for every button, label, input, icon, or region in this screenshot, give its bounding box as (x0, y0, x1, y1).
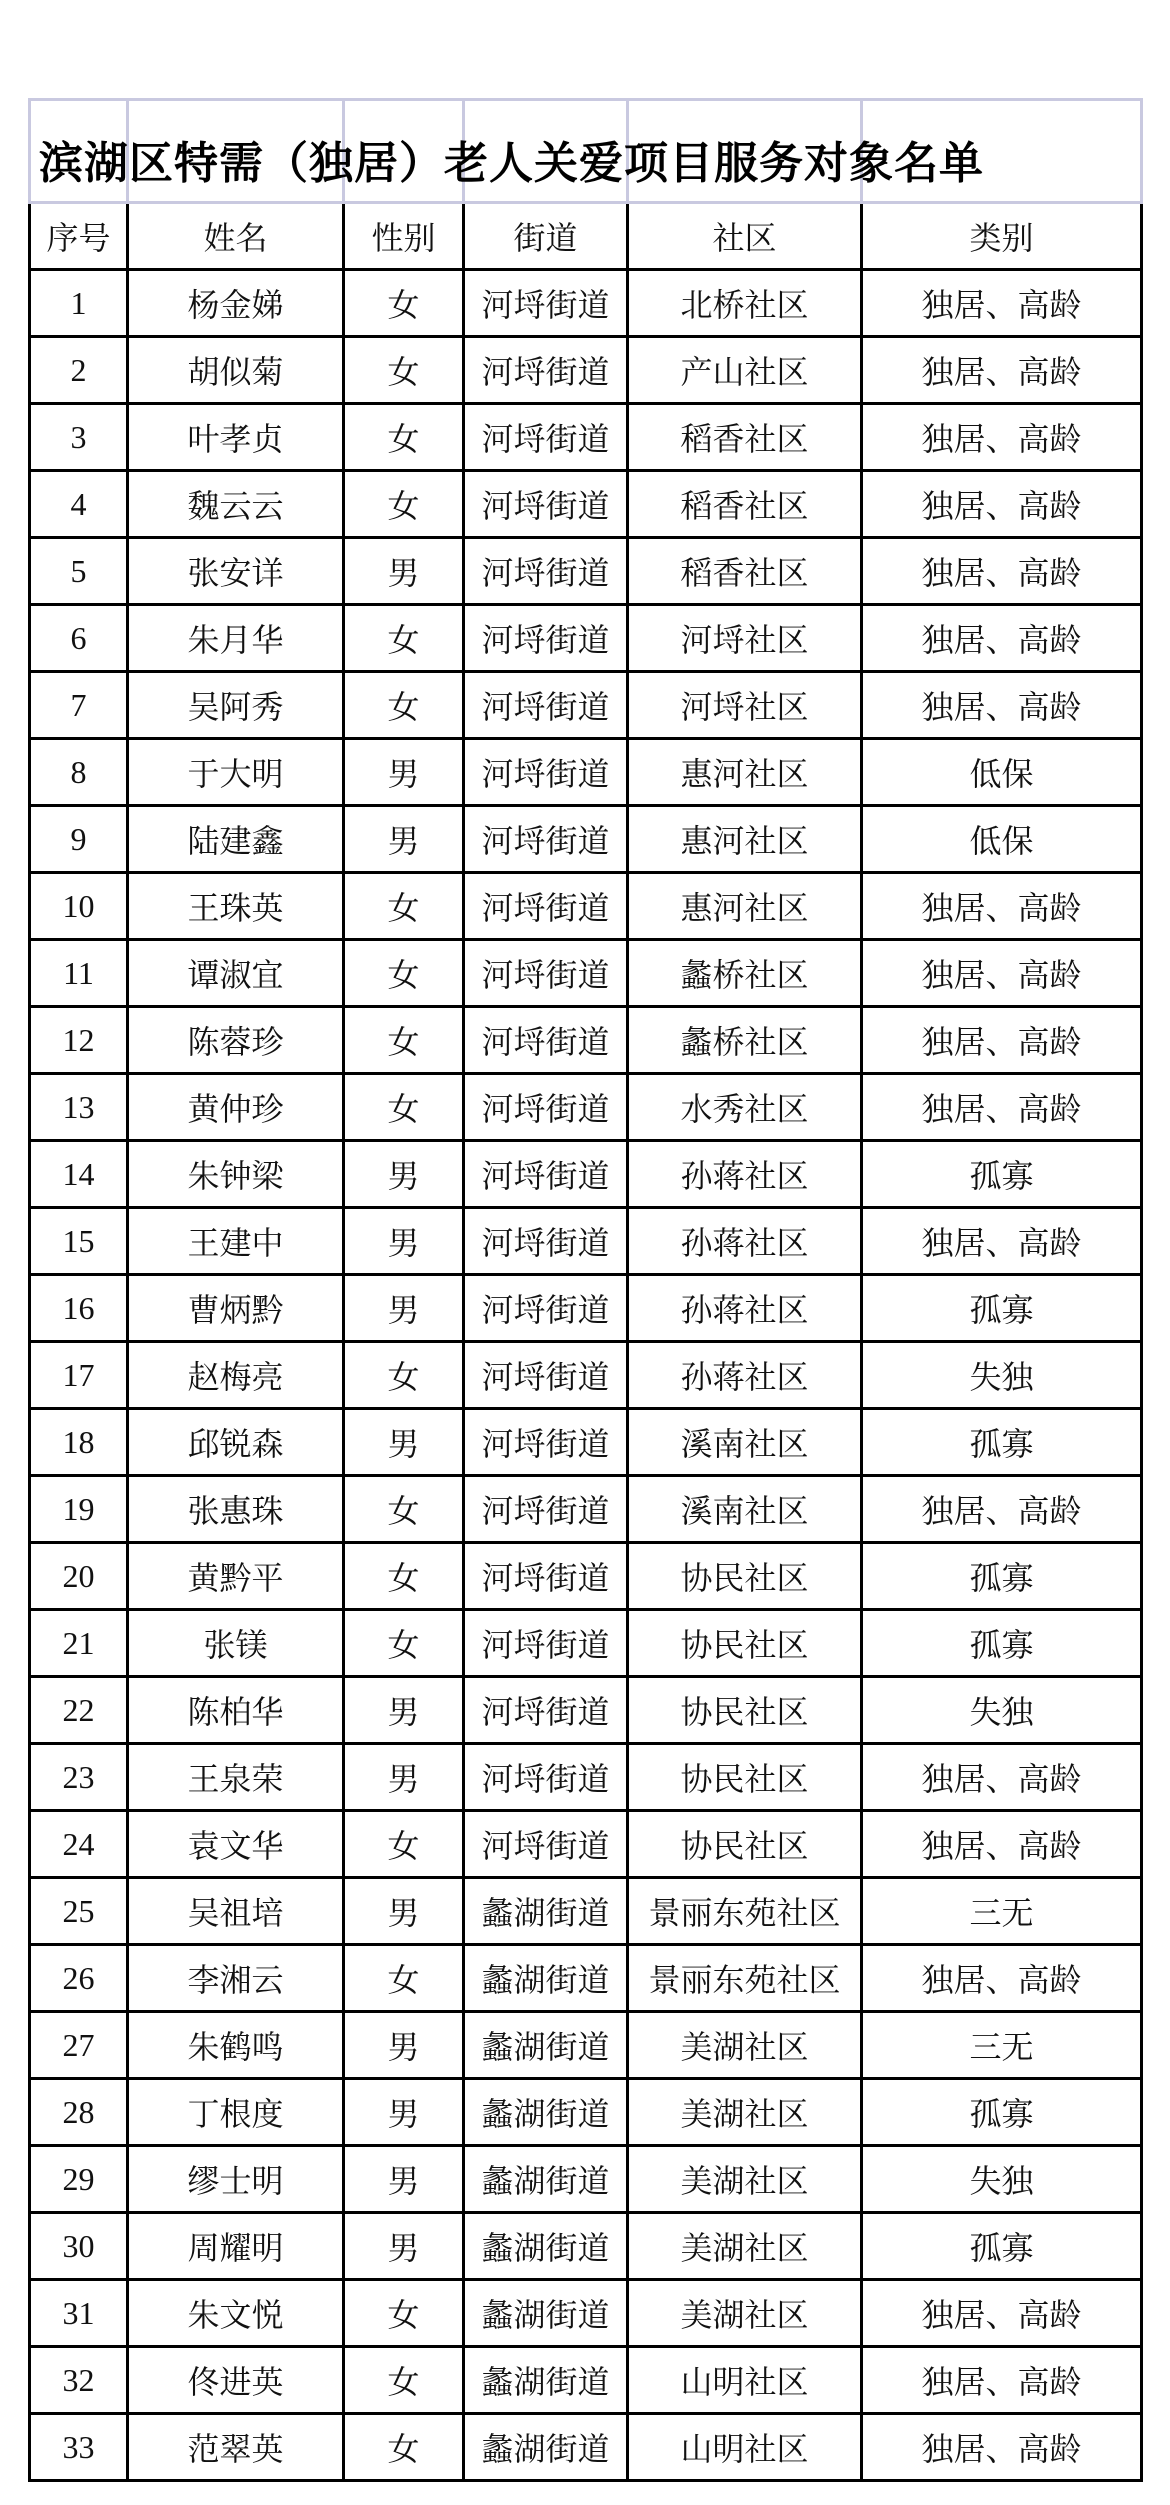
row-index: 2 (30, 337, 128, 404)
row-index: 14 (30, 1141, 128, 1208)
person-name: 黄仲珍 (128, 1074, 344, 1141)
column-header-name: 姓名 (128, 203, 344, 270)
row-index: 18 (30, 1409, 128, 1476)
street: 蠡湖街道 (464, 1878, 628, 1945)
community: 景丽东苑社区 (628, 1945, 862, 2012)
gender: 男 (344, 1744, 464, 1811)
table-row (30, 2414, 1142, 2481)
street: 河埒街道 (464, 605, 628, 672)
community: 稻香社区 (628, 538, 862, 605)
row-index: 3 (30, 404, 128, 471)
table-row (30, 806, 1142, 873)
community: 惠河社区 (628, 806, 862, 873)
table-row (30, 538, 1142, 605)
table-row (30, 1141, 1142, 1208)
street: 河埒街道 (464, 1275, 628, 1342)
category: 独居、高龄 (862, 538, 1142, 605)
gender: 女 (344, 270, 464, 337)
row-index: 29 (30, 2146, 128, 2213)
gender: 男 (344, 1208, 464, 1275)
person-name: 张安详 (128, 538, 344, 605)
person-name: 王建中 (128, 1208, 344, 1275)
category: 独居、高龄 (862, 672, 1142, 739)
person-name: 叶孝贞 (128, 404, 344, 471)
community: 稻香社区 (628, 471, 862, 538)
column-header-community: 社区 (628, 203, 862, 270)
row-index: 7 (30, 672, 128, 739)
category: 失独 (862, 1677, 1142, 1744)
street: 蠡湖街道 (464, 2347, 628, 2414)
title-cell (30, 100, 984, 203)
community: 蠡桥社区 (628, 1007, 862, 1074)
community: 美湖社区 (628, 2079, 862, 2146)
community: 惠河社区 (628, 739, 862, 806)
street: 河埒街道 (464, 1141, 628, 1208)
person-name: 魏云云 (128, 471, 344, 538)
table-row (30, 1945, 1142, 2012)
category: 独居、高龄 (862, 1476, 1142, 1543)
community: 溪南社区 (628, 1409, 862, 1476)
table-row (30, 1811, 1142, 1878)
person-name: 王泉荣 (128, 1744, 344, 1811)
row-index: 4 (30, 471, 128, 538)
table-row (30, 404, 1142, 471)
street: 蠡湖街道 (464, 2414, 628, 2481)
row-index: 10 (30, 873, 128, 940)
table-row (30, 2280, 1142, 2347)
category: 独居、高龄 (862, 2347, 1142, 2414)
street: 河埒街道 (464, 672, 628, 739)
street: 河埒街道 (464, 806, 628, 873)
row-index: 13 (30, 1074, 128, 1141)
row-index: 23 (30, 1744, 128, 1811)
category: 孤寡 (862, 2213, 1142, 2280)
community: 孙蒋社区 (628, 1275, 862, 1342)
row-index: 32 (30, 2347, 128, 2414)
header-row (30, 203, 1142, 270)
street: 河埒街道 (464, 1476, 628, 1543)
person-name: 朱月华 (128, 605, 344, 672)
row-index: 20 (30, 1543, 128, 1610)
community: 产山社区 (628, 337, 862, 404)
gender: 女 (344, 1945, 464, 2012)
street: 河埒街道 (464, 1208, 628, 1275)
community: 协民社区 (628, 1543, 862, 1610)
community: 美湖社区 (628, 2146, 862, 2213)
table-row (30, 1543, 1142, 1610)
table-row (30, 1878, 1142, 1945)
community: 惠河社区 (628, 873, 862, 940)
category: 独居、高龄 (862, 1744, 1142, 1811)
table-row (30, 471, 1142, 538)
street: 河埒街道 (464, 1342, 628, 1409)
row-index: 25 (30, 1878, 128, 1945)
gender: 男 (344, 1878, 464, 1945)
table-row (30, 2012, 1142, 2079)
row-index: 5 (30, 538, 128, 605)
street: 蠡湖街道 (464, 2012, 628, 2079)
gender: 女 (344, 672, 464, 739)
category: 独居、高龄 (862, 2280, 1142, 2347)
street: 河埒街道 (464, 1074, 628, 1141)
row-index: 22 (30, 1677, 128, 1744)
street: 蠡湖街道 (464, 2213, 628, 2280)
person-name: 丁根度 (128, 2079, 344, 2146)
street: 蠡湖街道 (464, 2280, 628, 2347)
row-index: 21 (30, 1610, 128, 1677)
person-name: 杨金娣 (128, 270, 344, 337)
category: 独居、高龄 (862, 404, 1142, 471)
person-name: 于大明 (128, 739, 344, 806)
community: 协民社区 (628, 1811, 862, 1878)
column-header-index: 序号 (30, 203, 128, 270)
person-name: 谭淑宜 (128, 940, 344, 1007)
community: 河埒社区 (628, 672, 862, 739)
category: 失独 (862, 2146, 1142, 2213)
gender: 女 (344, 2347, 464, 2414)
column-header-gender: 性别 (344, 203, 464, 270)
gender: 男 (344, 2079, 464, 2146)
table-row (30, 1275, 1142, 1342)
street: 河埒街道 (464, 1409, 628, 1476)
community: 山明社区 (628, 2347, 862, 2414)
row-index: 12 (30, 1007, 128, 1074)
table-row (30, 1744, 1142, 1811)
category: 独居、高龄 (862, 270, 1142, 337)
table-row (30, 739, 1142, 806)
table-row (30, 1342, 1142, 1409)
gender: 女 (344, 471, 464, 538)
table-row (30, 1208, 1142, 1275)
street: 河埒街道 (464, 270, 628, 337)
category: 孤寡 (862, 2079, 1142, 2146)
table-row (30, 940, 1142, 1007)
table-row (30, 1074, 1142, 1141)
gender: 男 (344, 538, 464, 605)
category: 独居、高龄 (862, 1208, 1142, 1275)
column-header-category: 类别 (862, 203, 1142, 270)
street: 蠡湖街道 (464, 2146, 628, 2213)
category: 独居、高龄 (862, 471, 1142, 538)
person-name: 缪士明 (128, 2146, 344, 2213)
gender: 女 (344, 1342, 464, 1409)
community: 孙蒋社区 (628, 1342, 862, 1409)
person-name: 张惠珠 (128, 1476, 344, 1543)
community: 北桥社区 (628, 270, 862, 337)
community: 美湖社区 (628, 2012, 862, 2079)
gender: 女 (344, 1543, 464, 1610)
community: 协民社区 (628, 1677, 862, 1744)
person-name: 朱钟梁 (128, 1141, 344, 1208)
table-row (30, 2146, 1142, 2213)
person-name: 吴祖培 (128, 1878, 344, 1945)
community: 美湖社区 (628, 2213, 862, 2280)
street: 蠡湖街道 (464, 2079, 628, 2146)
gender: 男 (344, 2012, 464, 2079)
document-title: 滨湖区特需（独居）老人关爱项目服务对象名单 (39, 138, 984, 189)
category: 孤寡 (862, 1141, 1142, 1208)
table-row (30, 2079, 1142, 2146)
table-row (30, 2213, 1142, 2280)
person-name: 黄黔平 (128, 1543, 344, 1610)
person-name: 赵梅亮 (128, 1342, 344, 1409)
roster-sheet (28, 98, 1140, 2482)
gender: 男 (344, 1141, 464, 1208)
community: 溪南社区 (628, 1476, 862, 1543)
person-name: 邱锐森 (128, 1409, 344, 1476)
row-index: 11 (30, 940, 128, 1007)
street: 河埒街道 (464, 538, 628, 605)
gender: 男 (344, 2146, 464, 2213)
community: 美湖社区 (628, 2280, 862, 2347)
table-row (30, 2347, 1142, 2414)
gender: 女 (344, 1007, 464, 1074)
category: 三无 (862, 2012, 1142, 2079)
person-name: 朱文悦 (128, 2280, 344, 2347)
row-index: 9 (30, 806, 128, 873)
gender: 女 (344, 940, 464, 1007)
community: 河埒社区 (628, 605, 862, 672)
category: 独居、高龄 (862, 2414, 1142, 2481)
community: 山明社区 (628, 2414, 862, 2481)
person-name: 张镁 (128, 1610, 344, 1677)
table-row (30, 270, 1142, 337)
category: 孤寡 (862, 1409, 1142, 1476)
row-index: 30 (30, 2213, 128, 2280)
person-name: 周耀明 (128, 2213, 344, 2280)
table-row (30, 1007, 1142, 1074)
street: 河埒街道 (464, 1543, 628, 1610)
row-index: 15 (30, 1208, 128, 1275)
person-name: 李湘云 (128, 1945, 344, 2012)
category: 独居、高龄 (862, 940, 1142, 1007)
roster-table (28, 98, 1143, 2482)
title-row (30, 100, 1142, 203)
person-name: 袁文华 (128, 1811, 344, 1878)
street: 河埒街道 (464, 1610, 628, 1677)
table-row (30, 672, 1142, 739)
gender: 女 (344, 1074, 464, 1141)
street: 河埒街道 (464, 1811, 628, 1878)
category: 低保 (862, 739, 1142, 806)
table-row (30, 1409, 1142, 1476)
community: 稻香社区 (628, 404, 862, 471)
community: 孙蒋社区 (628, 1141, 862, 1208)
gender: 女 (344, 337, 464, 404)
person-name: 陈柏华 (128, 1677, 344, 1744)
table-row (30, 1476, 1142, 1543)
row-index: 33 (30, 2414, 128, 2481)
community: 协民社区 (628, 1744, 862, 1811)
category: 独居、高龄 (862, 873, 1142, 940)
community: 景丽东苑社区 (628, 1878, 862, 1945)
gender: 女 (344, 2280, 464, 2347)
row-index: 27 (30, 2012, 128, 2079)
street: 河埒街道 (464, 471, 628, 538)
gender: 男 (344, 1275, 464, 1342)
gender: 男 (344, 739, 464, 806)
row-index: 6 (30, 605, 128, 672)
street: 河埒街道 (464, 739, 628, 806)
street: 河埒街道 (464, 1744, 628, 1811)
column-header-street: 街道 (464, 203, 628, 270)
gender: 女 (344, 1811, 464, 1878)
street: 河埒街道 (464, 337, 628, 404)
gender: 男 (344, 1677, 464, 1744)
person-name: 胡似菊 (128, 337, 344, 404)
gender: 男 (344, 806, 464, 873)
table-row (30, 1610, 1142, 1677)
street: 蠡湖街道 (464, 1945, 628, 2012)
row-index: 17 (30, 1342, 128, 1409)
community: 蠡桥社区 (628, 940, 862, 1007)
street: 河埒街道 (464, 873, 628, 940)
row-index: 1 (30, 270, 128, 337)
street: 河埒街道 (464, 404, 628, 471)
row-index: 19 (30, 1476, 128, 1543)
category: 独居、高龄 (862, 1074, 1142, 1141)
category: 孤寡 (862, 1275, 1142, 1342)
category: 独居、高龄 (862, 1007, 1142, 1074)
gender: 女 (344, 404, 464, 471)
person-name: 吴阿秀 (128, 672, 344, 739)
person-name: 王珠英 (128, 873, 344, 940)
category: 孤寡 (862, 1543, 1142, 1610)
category: 独居、高龄 (862, 605, 1142, 672)
category: 失独 (862, 1342, 1142, 1409)
category: 独居、高龄 (862, 337, 1142, 404)
gender: 男 (344, 2213, 464, 2280)
row-index: 16 (30, 1275, 128, 1342)
row-index: 31 (30, 2280, 128, 2347)
category: 孤寡 (862, 1610, 1142, 1677)
roster-body (30, 270, 1142, 2481)
gender: 女 (344, 873, 464, 940)
person-name: 范翠英 (128, 2414, 344, 2481)
gender: 男 (344, 1409, 464, 1476)
category: 独居、高龄 (862, 1945, 1142, 2012)
row-index: 26 (30, 1945, 128, 2012)
gender: 女 (344, 2414, 464, 2481)
community: 水秀社区 (628, 1074, 862, 1141)
table-row (30, 1677, 1142, 1744)
gender: 女 (344, 1476, 464, 1543)
community: 协民社区 (628, 1610, 862, 1677)
person-name: 曹炳黔 (128, 1275, 344, 1342)
street: 河埒街道 (464, 940, 628, 1007)
category: 三无 (862, 1878, 1142, 1945)
category: 独居、高龄 (862, 1811, 1142, 1878)
gender: 女 (344, 1610, 464, 1677)
street: 河埒街道 (464, 1677, 628, 1744)
table-row (30, 337, 1142, 404)
row-index: 24 (30, 1811, 128, 1878)
person-name: 陆建鑫 (128, 806, 344, 873)
row-index: 28 (30, 2079, 128, 2146)
category: 低保 (862, 806, 1142, 873)
row-index: 8 (30, 739, 128, 806)
person-name: 陈蓉珍 (128, 1007, 344, 1074)
gender: 女 (344, 605, 464, 672)
community: 孙蒋社区 (628, 1208, 862, 1275)
table-row (30, 873, 1142, 940)
table-row (30, 605, 1142, 672)
street: 河埒街道 (464, 1007, 628, 1074)
person-name: 佟进英 (128, 2347, 344, 2414)
person-name: 朱鹤鸣 (128, 2012, 344, 2079)
